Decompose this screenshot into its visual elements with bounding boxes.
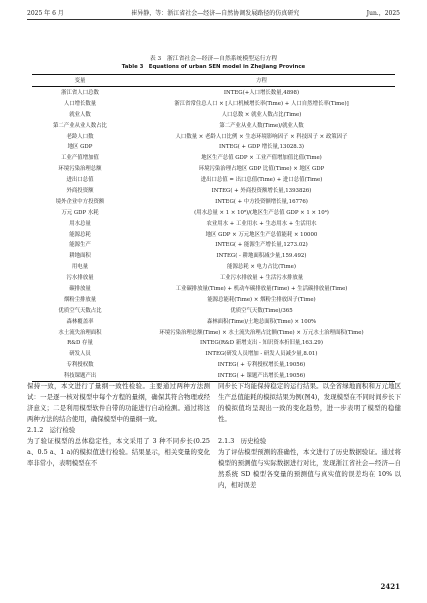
variable-cell: 优质空气天数占比 — [58, 307, 102, 314]
variable-cell: 能源总耗 — [69, 231, 91, 238]
variable-cell: 水土流失治理面积 — [58, 329, 102, 336]
equation-cell: INTEG(研发人员增加 - 研发人员减少量,8.01) — [205, 351, 318, 358]
table-row — [32, 108, 395, 119]
table-row — [32, 152, 395, 163]
header-date: 2025 年 6 月 — [27, 9, 64, 17]
equation-cell: 农业用水 + 工业用水 + 生态用水 + 生活用水 — [206, 220, 317, 227]
table-row — [32, 97, 395, 108]
table-body — [32, 87, 395, 381]
equation-cell: INTEG(R&D 新增支出 - 知识资本折旧量,163.29) — [200, 340, 323, 347]
equation-cell: 进出口总值 = 出口总值(Time) + 进口总值(Time) — [200, 177, 323, 184]
running-header — [27, 6, 400, 18]
header-issue: Jun.，2025 — [366, 9, 400, 17]
variable-cell: 工业产值增加值 — [61, 155, 99, 162]
right-paragraph-2: 为了评估模型预测的准确性，本文进行了历史数据验证。通过将模型的预测值与实际数据进行对比，发现浙江省社会—经济—自然系统 SD 模型各变量的预测值与真实值的误差均在 10% 以内，相对误差 — [218, 448, 401, 489]
table-row — [32, 315, 395, 326]
variable-cell: 万元 GDP 水耗 — [61, 209, 99, 216]
equation-cell: 人口总数 × 就业人数占比(Time) — [221, 111, 302, 118]
col-header-variable: 变量 — [74, 78, 86, 85]
left-section-heading: 2.1.2 运行检验 — [27, 426, 76, 434]
variable-cell: 耕地面积 — [69, 253, 91, 260]
equation-cell: (用水总量 × 1 × 10⁸)/(地区生产总值 GDP × 1 × 10⁴) — [194, 209, 329, 216]
equation-cell: 森林面积(Time)/土地总面积(Time) × 100% — [206, 318, 317, 325]
table-row — [32, 185, 395, 196]
variable-cell: 环境污染治理总额 — [58, 166, 102, 173]
table-row — [32, 119, 395, 130]
table-row — [32, 228, 395, 239]
left-paragraph-1: 保持一致，本文进行了量纲一致性检验。主要通过两种方法测试：一是逐一核对模型中每个方程的量纲，确保其符合物理或经济意义；二是利用模型软件自带的功能进行自动检测。通过将这两种方法的结合使用，确保模型中的量纲一致。 — [27, 382, 210, 423]
right-section-heading: 2.1.3 历史检验 — [218, 437, 267, 445]
equation-cell: 人口数量 × 老龄人口比例 × 生态环境影响因子 × 科技因子 × 政策因子 — [175, 133, 348, 140]
variable-cell: 森林覆盖率 — [66, 318, 94, 325]
equation-cell: INTEG( + 能源生产增长量,1273.02) — [215, 242, 308, 249]
left-paragraph-2: 为了验证模型的总体稳定性，本文采用了 3 种不同步长(0.25 a、0.5 a、1 a)的模拟值进行检验。结果显示，相关变量的变化率非常小，表明模型在不 — [27, 437, 210, 467]
table-row — [32, 272, 395, 283]
table-row — [32, 261, 395, 272]
equation-cell: 环境污染治理占地区 GDP 比值(Time) × 地区 GDP — [198, 166, 325, 173]
table-row — [32, 359, 395, 370]
equation-cell: INTEG( + 专利授权增长量,19056) — [217, 362, 306, 369]
header-running-title: 崔异静，等：浙江省社会—经济—自然协调发展路径的仿真研究 — [131, 9, 300, 17]
table-caption-cn: 表 3 浙江省社会—经济—自然系统模型运行方程 — [149, 56, 278, 62]
variable-cell: 就业人数 — [69, 111, 91, 118]
equation-cell: 地区 GDP × 万元地区生产总值能耗 × 10000 — [205, 231, 318, 238]
table-row — [32, 250, 395, 261]
variable-cell: 用电量 — [71, 264, 89, 271]
equation-cell: INTEG( + 中方投资额增长量,16776) — [215, 198, 308, 205]
variable-cell: 用水总量 — [69, 220, 91, 227]
table-row — [32, 326, 395, 337]
variable-cell: 专利授权数 — [66, 362, 94, 369]
table-row — [32, 174, 395, 185]
variable-cell: 研发人员 — [69, 351, 91, 358]
table-caption-en: Table 3 Equations of urban SEN model in Zhejiang Province — [121, 64, 306, 70]
equation-cell: INTEG(+人口增长数量,4898) — [223, 89, 300, 96]
variable-cell: 境外企业中方投资额 — [55, 198, 105, 205]
variable-cell: 人口增长数量 — [63, 100, 97, 107]
page-number: 2421 — [380, 582, 400, 591]
variable-cell: 科技课题产出 — [63, 373, 97, 380]
variable-cell: 第二产业从业人数占比 — [53, 122, 107, 129]
variable-cell: 外商投资额 — [66, 187, 94, 194]
equation-cell: 工业污水排放量 + 生活污水排放量 — [219, 275, 304, 282]
variable-cell: 污水排放量 — [66, 275, 94, 282]
equation-cell: 能源总耗 × 电力占比(Time) — [227, 264, 296, 271]
table-row — [32, 130, 395, 141]
equation-cell: INTEG( + 课题产出增长量,19056) — [217, 373, 306, 380]
table-row — [32, 337, 395, 348]
equation-cell: 浙江省常住总人口 × [人口机械增长率(Time) + 人口自然增长率(Time)] — [174, 100, 349, 107]
equation-cell: 优质空气天数(Time)/365 — [230, 307, 293, 314]
equation-cell: 环境污染治理总额(Time) × 水土流失治理占比额(Time) × 万元水土治理面积(Time) — [159, 329, 364, 336]
variable-cell: 浙江省人口总数 — [61, 89, 99, 96]
table-row — [32, 195, 395, 206]
table-row — [32, 87, 395, 98]
table-row — [32, 141, 395, 152]
table-header-row — [32, 75, 395, 86]
equation-cell: 第二产业从业人数(Time)/就业人数 — [219, 122, 304, 129]
equation-cell: INTEG( + GDP 增长量,13028.3) — [219, 144, 304, 151]
table-row — [32, 304, 395, 315]
table-row — [32, 283, 395, 294]
variable-cell: 进出口总值 — [66, 177, 94, 184]
variable-cell: 老龄人口数 — [66, 133, 94, 140]
equation-cell: 工业碳排放量(Time) + 机动车碳排放量(Time) + 生活碳排放量(Time) — [175, 285, 348, 292]
table-row — [32, 206, 395, 217]
variable-cell: 碳排放量 — [69, 285, 91, 292]
equation-cell: 地区生产总值 GDP × 工业产值增加值比值(Time) — [201, 155, 322, 162]
table-row — [32, 348, 395, 359]
equation-cell: 能源总能耗(Time) × 烟粉尘排放因子(Time) — [207, 296, 316, 303]
col-header-equation: 方程 — [256, 78, 267, 85]
table-row — [32, 293, 395, 304]
table-row — [32, 239, 395, 250]
table-row — [32, 217, 395, 228]
right-paragraph-1: 同步长下均能保持稳定的运行结果。以全省绿地面积和万元地区生产总值能耗的模拟结果为例(图4)，发现模型在不同时间步长下的模拟值均呈现出一致的变化趋势，进一步表明了模型的稳健性。 — [218, 382, 401, 423]
variable-cell: R&D 存量 — [67, 340, 93, 347]
variable-cell: 能源生产 — [69, 242, 91, 249]
header-rule — [27, 19, 400, 20]
variable-cell: 烟粉尘排放量 — [63, 296, 97, 303]
equation-cell: INTEG( - 耕地面积减少量,159.492) — [216, 253, 307, 260]
equations-table — [32, 74, 395, 382]
variable-cell: 地区 GDP — [67, 144, 93, 151]
table-row — [32, 370, 395, 381]
table-row — [32, 163, 395, 174]
equation-cell: INTEG( + 外商投资额增长量,1393826) — [211, 187, 312, 194]
